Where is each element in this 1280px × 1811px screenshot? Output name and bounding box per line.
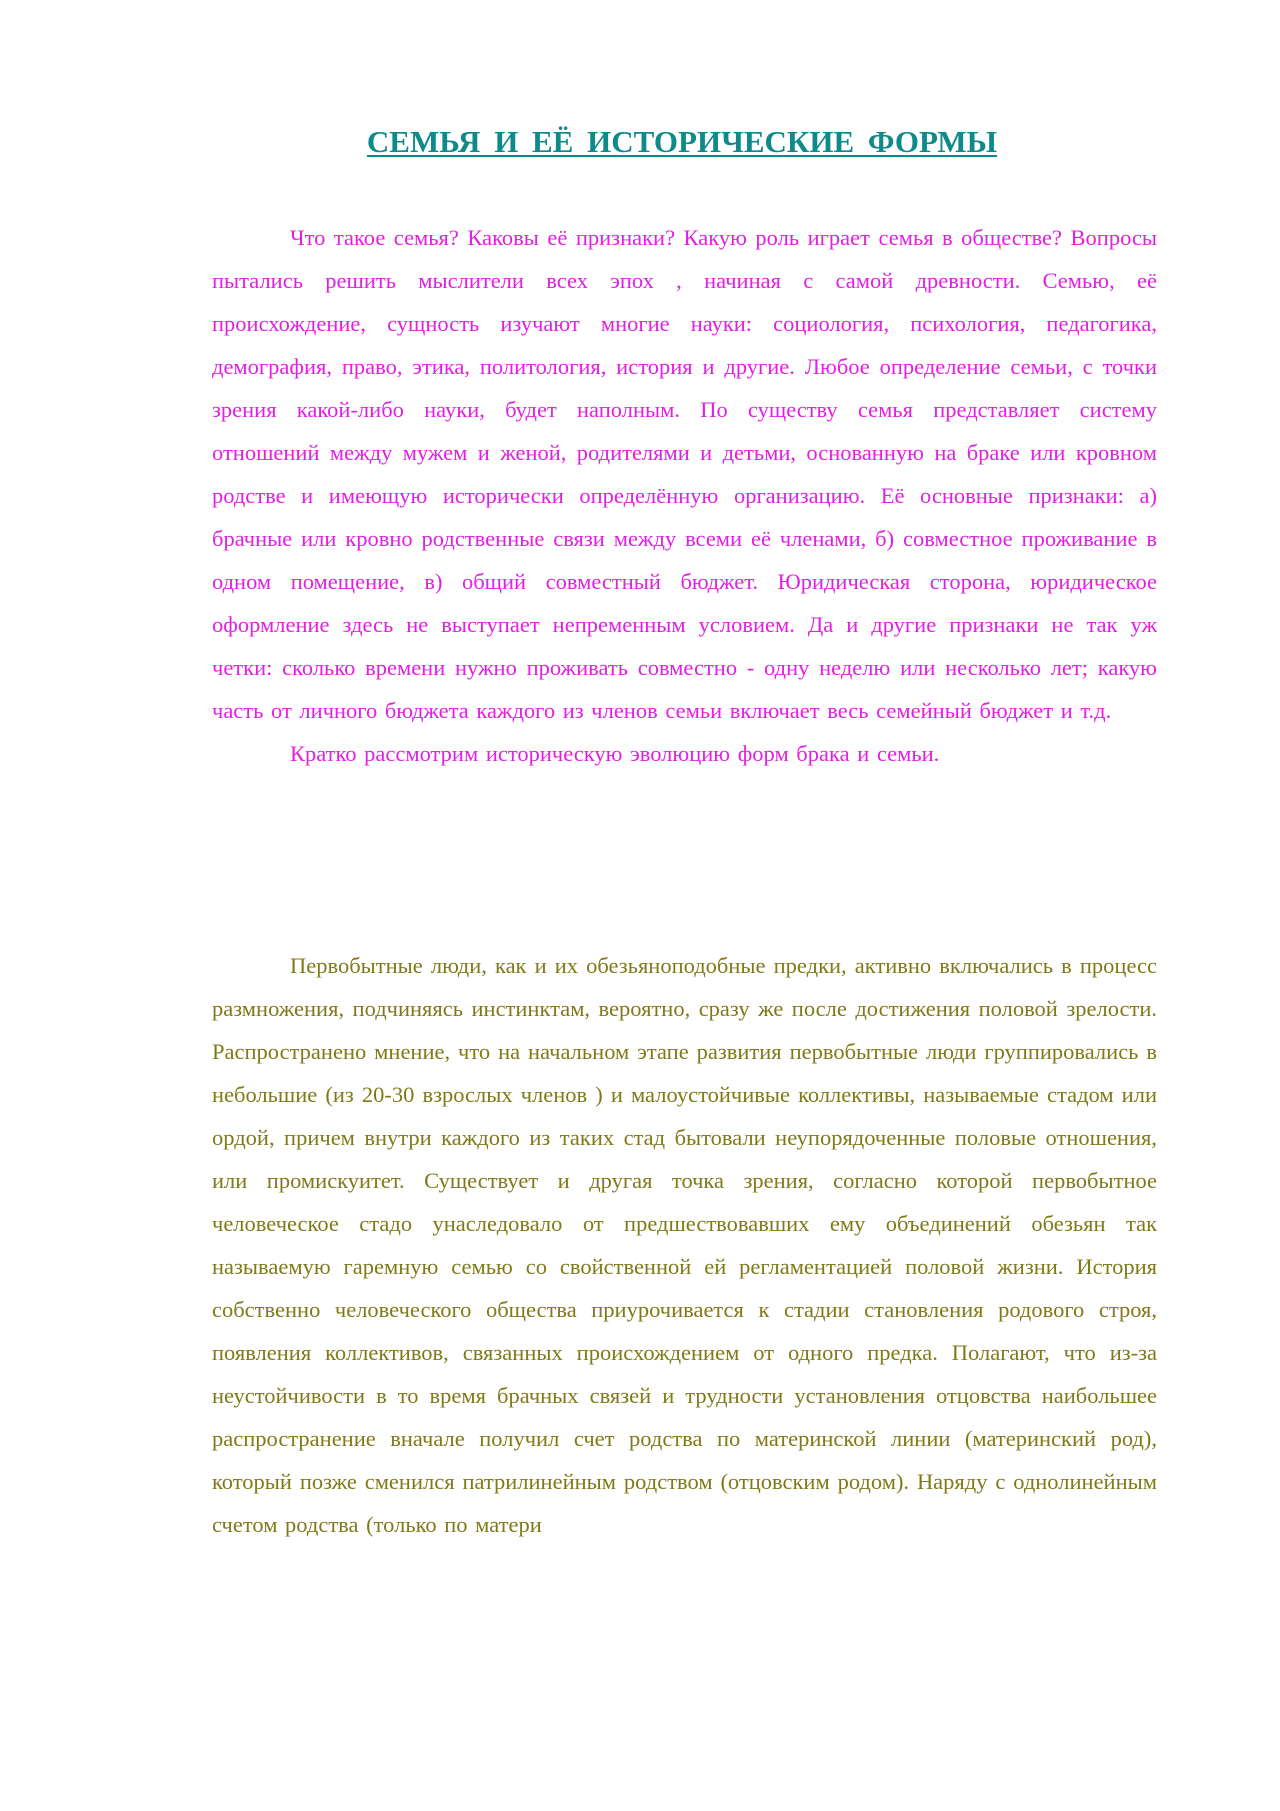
paragraph-1: Что такое семья? Каковы её признаки? Какую роль играет семья в обществе? Вопросы пытались решить мыслители всех эпох , начиная с самой древности. Семью, её происхождение, сущность изучают многие науки: социология, психология, педагогика, демография, право, этика, политология, история и другие. Любое определение семьи, с точки зрения какой-либо науки, будет наполным. По существу семья представляет систему отношений между мужем и женой, родителями и детьми, основанную на браке или кровном родстве и имеющую исторически определённую организацию. Её основные признаки: а) брачные или кровно родственные связи между всеми её членами, б) совместное проживание в одном помещение, в) общий совместный бюджет. Юридическая сторона, юридическое оформление здесь не выступает непременным условием. Да и другие признаки не так уж четки: сколько времени нужно проживать совместно - одну неделю или несколько лет; какую часть от личного бюджета каждого из членов семьи включает весь семейный бюджет и т.д.	[212, 225, 1157, 723]
section-1	[212, 216, 1157, 775]
document-title	[212, 120, 1152, 164]
paragraph-3: Первобытные люди, как и их обезьяноподобные предки, активно включались в процесс размножения, подчиняясь инстинктам, вероятно, сразу же после достижения половой зрелости. Распространено мнение, что на начальном этапе развития первобытные люди группировались в небольшие (из 20-30 взрослых членов ) и малоустойчивые коллективы, называемые стадом или ордой, причем внутри каждого из таких стад бытовали неупорядоченные половые отношения, или промискуитет. Существует и другая точка зрения, согласно которой первобытное человеческое стадо унаследовало от предшествовавших ему объединений обезьян так называемую гаремную семью со свойственной ей регламентацией половой жизни. История собственно человеческого общества приурочивается к стадии становления родового строя, появления коллективов, связанных происхождением от одного предка. Полагают, что из-за неустойчивости в то время брачных связей и трудности установления отцовства наибольшее распространение вначале получил счет родства по материнской линии (материнский род), который позже сменился патрилинейным родством (отцовским родом). Наряду с однолинейным счетом родства (только по матери	[212, 953, 1157, 1537]
paragraph-2: Кратко рассмотрим историческую эволюцию форм брака и семьи.	[290, 741, 940, 766]
section-2	[212, 944, 1157, 1546]
document-title-text: СЕМЬЯ И ЕЁ ИСТОРИЧЕСКИЕ ФОРМЫ	[366, 124, 998, 159]
